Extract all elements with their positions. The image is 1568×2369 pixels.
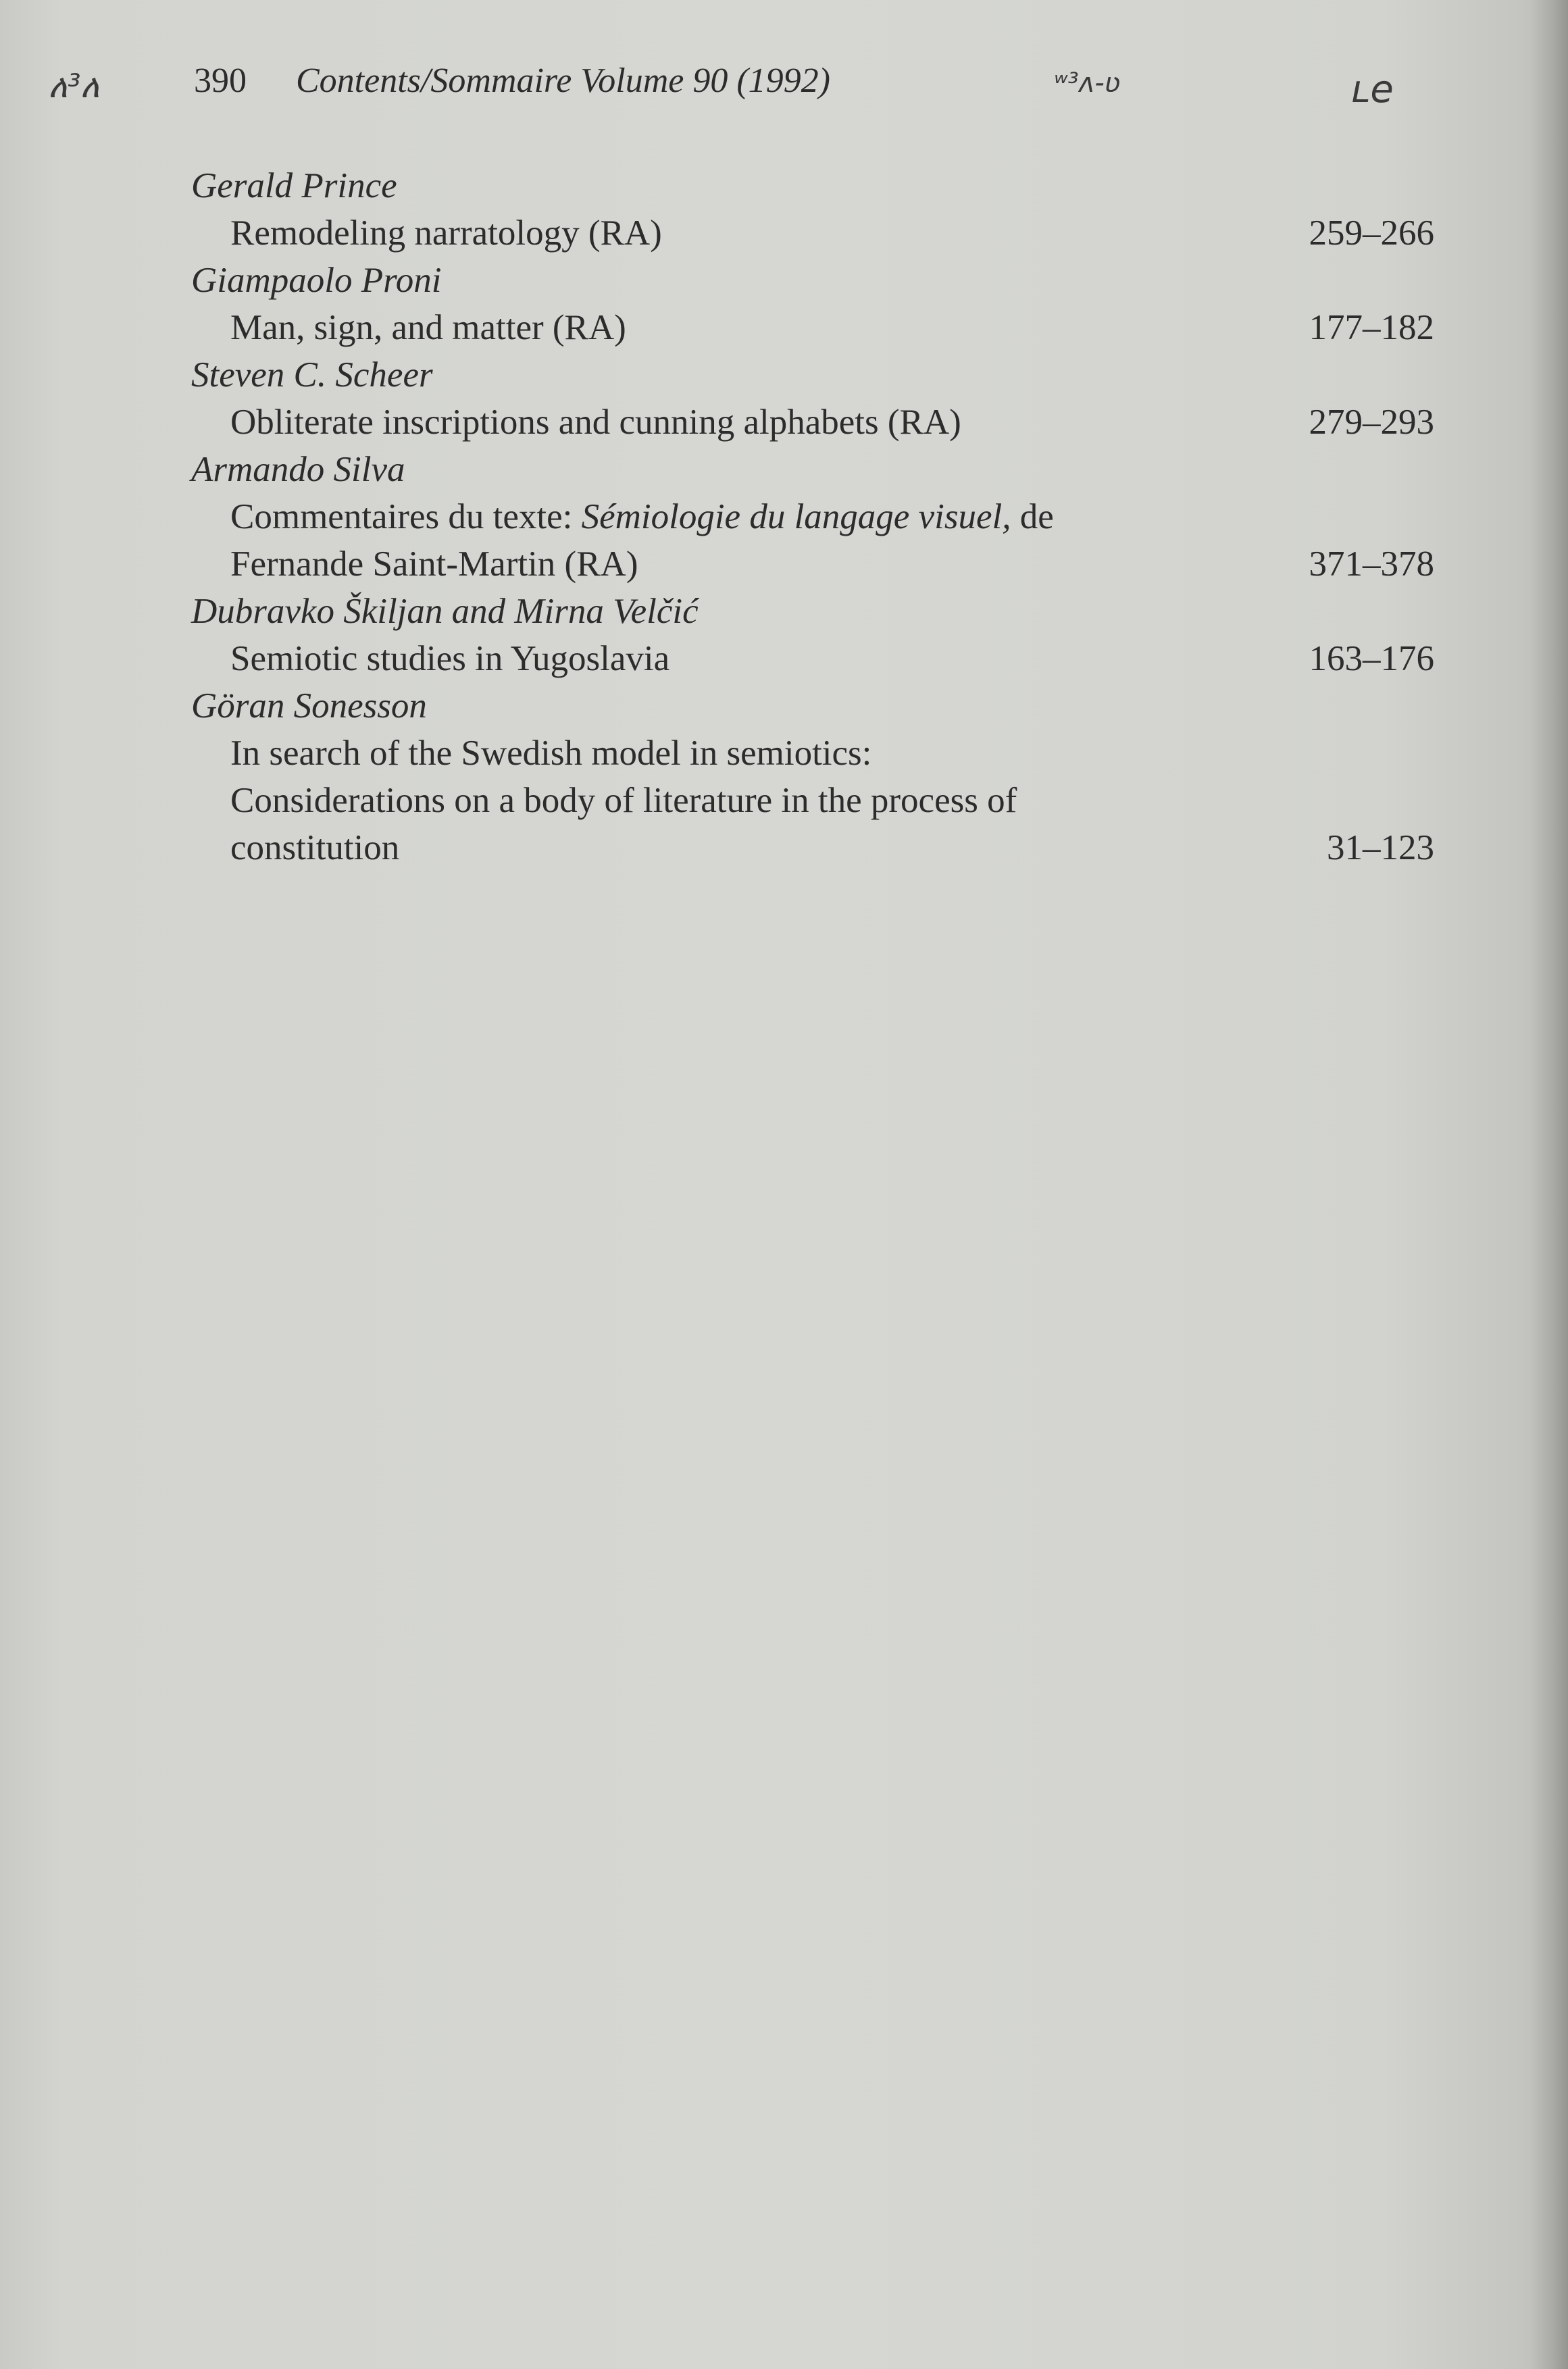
entry-title-line	[191, 777, 1434, 824]
entry-title: Obliterate inscriptions and cunning alphabets (RA)	[230, 403, 961, 442]
entry-title-part: Commentaires du texte:	[230, 497, 582, 536]
entry-author: Steven C. Scheer	[191, 355, 433, 394]
entry-pages: 163–176	[1309, 639, 1434, 678]
entry-title: Semiotic studies in Yugoslavia	[230, 639, 670, 678]
page-header	[0, 61, 1568, 115]
contents-entry	[191, 257, 1434, 351]
entry-title-line	[191, 399, 1434, 446]
entry-title: Fernande Saint-Martin (RA)	[230, 544, 638, 584]
running-title: Contents/Sommaire Volume 90 (1992)	[296, 61, 830, 100]
entry-title: Considerations on a body of literature in the process of	[230, 781, 1017, 820]
entry-title-part: de	[1011, 497, 1054, 536]
table-of-contents	[191, 162, 1434, 871]
handwritten-note-left: ለ³ለ	[49, 68, 100, 105]
entry-pages: 279–293	[1309, 403, 1434, 442]
entry-pages: 31–123	[1327, 828, 1434, 867]
entry-title-line	[191, 209, 1434, 257]
entry-author: Armando Silva	[191, 450, 405, 489]
entry-author: Gerald Prince	[191, 166, 397, 205]
entry-pages: 177–182	[1309, 308, 1434, 347]
entry-author: Göran Sonesson	[191, 686, 427, 725]
entry-title-italic: Sémiologie du langage visuel,	[581, 497, 1011, 536]
contents-entry	[191, 446, 1434, 588]
entry-author: Giampaolo Proni	[191, 261, 442, 300]
entry-pages: 259–266	[1309, 213, 1434, 253]
entry-title-line	[191, 635, 1434, 682]
contents-entry	[191, 588, 1434, 682]
entry-title-line	[191, 540, 1434, 588]
contents-entry	[191, 682, 1434, 871]
page-number: 390	[194, 61, 247, 100]
entry-title: In search of the Swedish model in semiotics:	[230, 734, 872, 773]
contents-entry	[191, 351, 1434, 446]
entry-title: Man, sign, and matter (RA)	[230, 308, 626, 347]
page-edge-shadow	[1531, 0, 1568, 2369]
entry-title-line	[191, 493, 1434, 540]
handwritten-note-mid: ʷ³ʌ-ʋ	[1054, 68, 1121, 99]
handwritten-note-right: ʟe	[1351, 68, 1394, 111]
contents-entry	[191, 162, 1434, 257]
entry-title-line	[191, 730, 1434, 777]
entry-title: constitution	[230, 828, 400, 867]
entry-title-line	[191, 824, 1434, 871]
entry-author: Dubravko Škiljan and Mirna Velčić	[191, 592, 699, 631]
entry-title-line	[191, 304, 1434, 351]
entry-title: Remodeling narratology (RA)	[230, 213, 662, 253]
entry-pages: 371–378	[1309, 544, 1434, 584]
